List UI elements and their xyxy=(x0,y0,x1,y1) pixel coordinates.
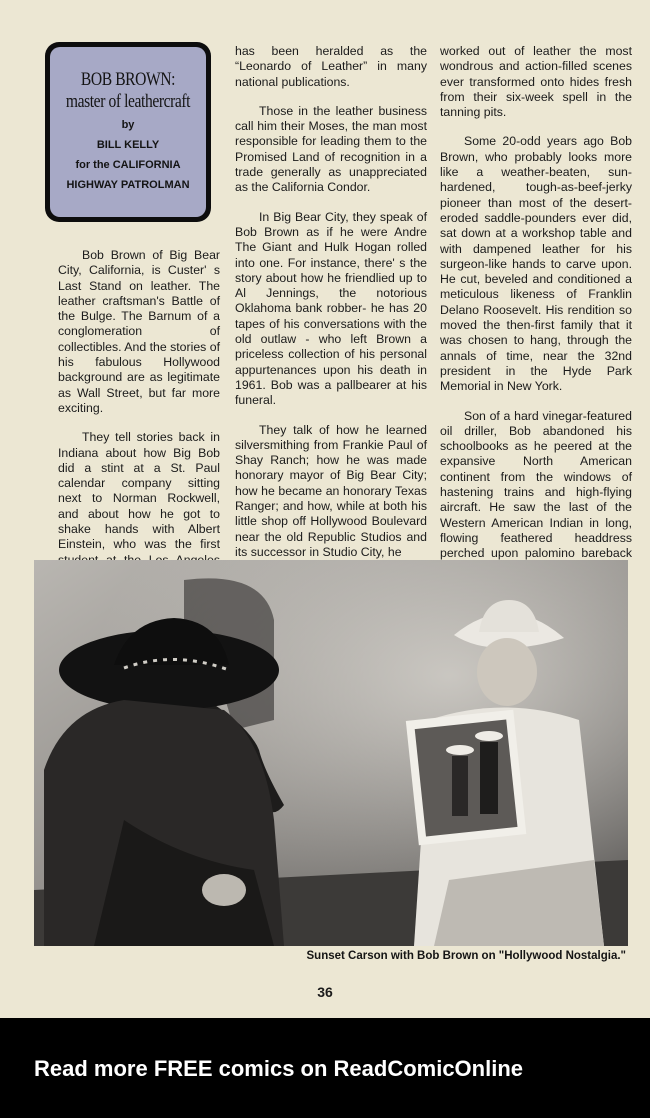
paragraph: has been heralded as the “Leonardo of Leather” in many national publications. xyxy=(235,44,427,89)
paragraph: worked out of leather the most wondrous and action-filled scenes ever transformed onto hides fresh from their six-week spell in the tanning pits. xyxy=(440,44,632,120)
photo-figure-1 xyxy=(452,756,468,816)
promo-footer[interactable] xyxy=(0,1018,650,1118)
paragraph: Son of a hard vinegar-featured oil driller, Bob abandoned his schoolbooks as he peered at the expansive North American continent from the windows of hastening trains and high-flying aircraft. He saw the last of the Western American Indian in long, flowing feathered headdress perched upon palomino bareback xyxy=(440,408,632,561)
photo-figure-hat-1 xyxy=(446,745,474,755)
title-box xyxy=(45,42,211,222)
photo-figure-hat-2 xyxy=(475,731,503,741)
title-box-inner xyxy=(50,47,206,217)
text-column-3 xyxy=(440,44,632,591)
photo-caption: Sunset Carson with Bob Brown on "Hollywood Nostalgia." xyxy=(306,950,626,962)
paragraph: Those in the leather business call him their Moses, the man most responsible for leading them to the Promised Land of recognition in a trade generally as unappreciated as the California Condor. xyxy=(235,103,427,195)
seated-man-hands xyxy=(202,874,246,906)
article-title-line1: BOB BROWN: xyxy=(80,69,176,90)
paragraph: They tell stories back in Indiana about how Big Bob did a stint at a St. Paul calendar company sitting next to Norman Rockwell, and about how he got to shake hands with Albert Einstein, who was the first xyxy=(58,430,220,552)
article-title-line2: master of leathercraft xyxy=(65,91,191,112)
paragraph: Some 20-odd years ago Bob Brown, who probably looks more like a weather-beaten, sun-hardened, tough-as-beef-jerky pioneer than most of the desert-eroded saddle-pounders ever did, sat down at a workshop table and with dampened leather for his surgeon-like hands to carve upon. He cut, beveled and conditioned a meticulous likeness of Franklin Delano Roosevelt. His rendition so moved the then-first family that it was chosen to hang, through the annals of time, near the 32nd president in the Hyde Park Memorial in New York. xyxy=(440,134,632,394)
promo-footer-text[interactable]: Read more FREE comics on ReadComicOnline xyxy=(34,1056,524,1081)
article-photo xyxy=(34,560,628,946)
for-line: for the CALIFORNIA xyxy=(75,159,181,171)
byline-by: by xyxy=(121,119,135,131)
text-column-2 xyxy=(235,44,427,574)
bob-brown-face xyxy=(477,638,537,706)
page-number: 36 xyxy=(317,984,333,1000)
photo-figure-2 xyxy=(480,742,498,814)
paragraph: They talk of how he learned silversmithing from Frankie Paul of Shay Ranch; how he was made honorary mayor of Big Bear City; how he became an honorary Texas Ranger; and how, while at both his little shop off Hollywood Boulevard near the old Republic Studios and its successor in Studio City, he xyxy=(235,422,427,559)
author-name: BILL KELLY xyxy=(96,139,160,151)
publication-name: HIGHWAY PATROLMAN xyxy=(66,179,190,191)
photo-illustration xyxy=(34,560,628,946)
paragraph: Bob Brown of Big Bear City, California, is Custer' s Last Stand on leather. The leather craftsman's Battle of the Bulge. The Barnum of a conglomeration of collectibles. And the stories of his fabulous Hollywood background are as legitimate as Wall Street, but far more exciting. xyxy=(58,248,220,415)
paragraph: In Big Bear City, they speak of Bob Brown as if he were Andre The Giant and Hulk Hogan rolled into one. For instance, there' s the story about how he friendlied up to Al Jennings, the notorious Oklahoma bank robber- he has 20 tapes of his conversations with the old outlaw - who left Brown a priceless collection of his personal appurtenances upon his death in 1961. Bob was a pallbearer at his funeral. xyxy=(235,209,427,408)
